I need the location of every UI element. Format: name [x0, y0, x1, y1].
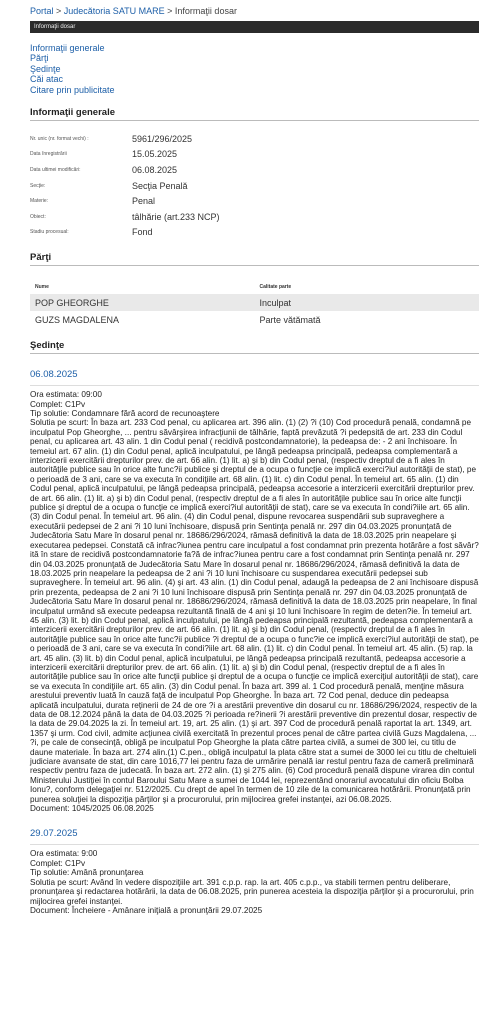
sedinte-heading: Şedinţe [30, 340, 479, 354]
nav-link-citare-publicitate[interactable]: Citare prin publicitate [30, 84, 115, 95]
info-value: 5961/296/2025 [132, 133, 193, 144]
hearing-details [30, 390, 479, 813]
general-info-table [30, 131, 479, 240]
hearing-details [30, 849, 479, 915]
hearing-solution-type: Tip solutie: Condamnare fără acord de recunoaştere [30, 409, 220, 418]
hearing-item [30, 364, 479, 813]
hearing-document: Document: Încheiere - Amânare iniţială a pronunţării 29.07.2025 [30, 905, 263, 915]
info-value: 15.05.2025 [132, 149, 178, 160]
breadcrumb-court-link[interactable]: Judecătoria SATU MARE [63, 6, 165, 16]
hearing-time: Ora estimata: 9:00 [30, 849, 98, 859]
party-name: POP GHEORGHE [30, 294, 255, 311]
info-label: Obiect: [30, 213, 46, 220]
table-row [30, 311, 479, 328]
info-row [30, 162, 479, 178]
hearing-document: Document: 1045/2025 06.08.2025 [30, 804, 154, 814]
nav-link-cai-atac[interactable]: Căi atac [30, 74, 64, 85]
nav-link-parti[interactable]: Părţi [30, 53, 49, 64]
hearing-date: 06.08.2025 [30, 364, 479, 386]
hearing-solution-summary: Solutia pe scurt: Având în vedere dispoziţiile art. 391 c.p.p. rap. la art. 405 c.p.p., va stabili termen pentru deliberare, pronunţarea şi redactarea hotărârii, la data de 06.08.2025, prin punerea acesteia la dispoziţia părţilor şi a procurorului, prin mijlocirea grefei instanţei. [30, 877, 474, 906]
parti-heading: Părţi [30, 252, 479, 266]
section-nav [30, 33, 479, 95]
info-value: Secţia Penală [132, 180, 188, 191]
general-info-heading: Informaţii generale [30, 107, 479, 121]
info-label: Secţie: [30, 182, 46, 189]
breadcrumb-separator: > [53, 6, 64, 16]
info-label: Data înregistrării [30, 151, 67, 158]
breadcrumb-portal-link[interactable]: Portal [30, 6, 54, 16]
info-row [30, 225, 479, 241]
header-bar: Informaţii dosar [30, 21, 479, 33]
info-label: Materie: [30, 198, 49, 205]
info-row [30, 193, 479, 209]
info-row [30, 178, 479, 194]
table-header-row [30, 280, 479, 294]
breadcrumb-separator: > [164, 6, 175, 16]
hearing-panel: Complet: C1Pv [30, 858, 86, 868]
info-label: Nr. unic (nr. format vechi) : [30, 135, 89, 142]
parti-table [30, 280, 479, 328]
column-header-calitate: Calitate parte [259, 284, 292, 291]
hearing-panel: Complet: C1Pv [30, 399, 86, 409]
parti-table-wrap [30, 280, 479, 328]
table-row [30, 294, 479, 311]
breadcrumb-current: Informaţii dosar [174, 6, 237, 16]
info-row [30, 209, 479, 225]
info-value: 06.08.2025 [132, 165, 178, 176]
hearing-solution-summary: Solutia pe scurt: În baza art. 233 Cod penal, cu aplicarea art. 396 alin. (1) (2) ?i (10) Cod procedură penală, condamnă pe inculpatul Pop Gheorghe, ... pentru săvârşirea infracţiunii de tâlhărie, faptă prevăzută ?i pedepsită de art. 233 din Codul penal, cu aplicarea art. 43 alin. 1 din Codul penal ( recidivă postcondamnatorie), la pedeapsa de: - 2 ani închisoare. În temeiul art. 67 alin. (1) din Codul penal, aplică inculpatului, pe lângă pedeapsa principală, pedeapsa complementară a interzicerii exercitării drepturilor prev. de art. 66 alin. (1) lit. a) şi b) din Codul penal, (respectiv dreptul de a fi ales în autorităţile publice sau în orice alte func?ii publice şi dreptul de a ocupa o funcţie ce implică exerci?iul autorităţii de stat), pe o perioadă de 3 ani, care se va executa în condiţiile art. 68 alin. (1) lit. c) din Codul penal. În temeiul art. 65 alin. (1) din Codul penal, aplică inculpatului, pe lângă pedeapsa principală, pedeapsa accesorie a interzicerii exercitării drepturilor prev. de art. 66 alin. (1) lit. a) şi b) din Codul penal, (respectiv dreptul de a fi ales în autorităţile publice sau în orice alte funcţii publice şi dreptul de a ocupa o funcţie ce implică exerci?iul autorităţii de stat), care se va executa în condi?iile art. 65 alin. (3) din Codul penal. În temeiul art. 96 alin. (4) din Codul penal, dispune revocarea suspendării sub supraveghere a executării pedepsei de 2 ani ?i 10 luni închisoare, dispusă prin Sentinţa penală nr. 297 din 04.03.2025 pronunţată de Judecătoria Satu Mare în dosarul penal nr. 18686/296/2024, rămasă definitivă la data de 18.03.2025 prin neapelare şi executarea pedepsei. Constată că infrac?iunea pentru care inculpatul a fost condamnat prin prezenta hotărâre a fost săvâr?ită în stare de recidivă postcondamnatorie fa?ă de infrac?iunea pentru care a fost condamnat prin Sentinţa penală nr. 297 din 04.03.2025 pronunţată de Judecătoria Satu Mare în dosarul penal nr. 18686/296/2024, rămasă definitivă la data de 18.03.2025 prin neapelare la pedeapsa de 2 ani ?i 10 luni închisoare cu suspendarea executării pedepsei sub supraveghere. În temeiul art. 96 alin. (4) şi art. 43 alin. (1) din Codul penal, adaugă la pedeapsa de 2 ani închisoare dispusă prin prezenta, pedeapsa de 2 ani ?i 10 luni închisoare dispusă prin Sentinţa penală nr. 297 din 04.03.2025 pronunţată de Judecătoria Satu Mare în dosarul penal nr. 18686/296/2024, rămasă definitivă la data de 18.03.2025 prin neapelare, în final inculpatul urmând să execute pedeapsa rezultantă finală de 4 ani şi 10 luni închisoare în regim de deten?ie. În temeiul art. 45 alin. (3) lit. b) din Codul penal, aplică inculpatului, pe lângă pedeapsa principală rezultantă, pedeapsa complementară a interzicerii exercitării drepturilor prev. de art. 66 alin. (1) lit. a) şi b) din Codul penal, (respectiv dreptul de a fi ales în autorităţile publice sau în orice alte func?ii publice ?i dreptul de a ocupa o func?ie ce implică exerci?iul autorităţii de stat), pe o perioadă de 3 ani, care se va executa în condi?iile art. 68 alin. (1) lit. c) din Codul penal. În temeiul art. 45 alin. (5) rap. la art. 45 alin. (3) lit. b) din Codul penal, aplică inculpatului, pe lângă pedeapsa principală rezultantă, pedeapsa accesorie a interzicerii exercitării drepturilor prev. de art. 66 alin. (1) lit. a) şi b) din Codul penal, (respectiv dreptul de a fi ales în autorităţile publice sau în orice alte funcţii publice şi dreptul de a ocupa o funcţie ce implică exerciţiul autorităţii de stat), care se va executa în condiţiile art. 65 alin. (3) din Codul penal. În baza art. 399 al. 1 Cod procedură penală, menţine măsura arestului preventiv luată în cauză faţă de inculpatul Pop Gheorghe. În baza art. 72 Cod penal, deduce din pedeapsa aplicată inculpatului, durata reţinerii de 24 de ore ?i a arestării preventive din dosarul cu nr. 18686/296/2024, respectiv de la data de 08.12.2024 până la data de 04.03.2025 ?i perioada re?inerii ?i arestării preventive din prezentul dosar, respectiv de la data de 29.04.2025 la zi. În temeiul art. 19, art. 25 alin. (1) şi art. 397 Cod de procedură penală raportat la art. 1349, art. 1357 şi urm. Cod civil, admite acţiunea civilă exercitată în prezentul proces penal de către partea civilă Guzs Magdalena, ... ?i, pe cale de consecinţă, obligă pe inculpatul Pop Gheorghe la plata către partea civilă, a sumei de 300 lei, cu titlu de daune materiale. În baza art. 274 alin.(1) C.pen., obligă inculpatul la plata către stat a sumei de 3000 lei cu titlu de cheltuieli judiciare avansate de stat, din care 1016,77 lei pentru faza de urmărire penală iar restul pentru faza de cameră preliminară respectiv pentru faza de judecată. În baza art. 272 alin. (1) şi 275 alin. (6) Cod procedură penală dispune virarea din contul Ministerului Justiţiei în contul Baroului Satu Mare a sumei de 1044 lei, reprezentând onorariul avocatului din oficiu Bolba Ionu?, conform delegaţiei nr. 512/2025. Cu drept de apel în termen de 10 zile de la comunicarea hotărârii. Pronunţată prin punerea soluţiei la dispoziţia părţilor şi a procurorului, prin mijlocirea grefei instanţei, azi 06.08.2025. [30, 418, 479, 804]
party-role: Inculpat [255, 294, 480, 311]
info-label: Data ultimei modificări: [30, 167, 81, 174]
info-label: Stadiu procesual: [30, 229, 69, 236]
info-row [30, 147, 479, 163]
info-row [30, 131, 479, 147]
info-value: tâlhărie (art.233 NCP) [132, 211, 220, 222]
hearing-item [30, 823, 479, 915]
party-role: Parte vătămată [259, 314, 321, 325]
info-value: Penal [132, 196, 156, 207]
nav-link-sedinte[interactable]: Şedinţe [30, 63, 61, 74]
hearing-time: Ora estimata: 09:00 [30, 390, 102, 400]
hearing-date: 29.07.2025 [30, 823, 479, 845]
column-header-nume: Nume [35, 284, 49, 291]
info-value: Fond [132, 227, 153, 238]
party-name: GUZS MAGDALENA [35, 314, 120, 325]
nav-link-informatii-generale[interactable]: Informaţii generale [30, 43, 105, 53]
hearing-solution-type: Tip solutie: Amână pronunţarea [30, 868, 144, 878]
breadcrumb [30, 0, 479, 21]
